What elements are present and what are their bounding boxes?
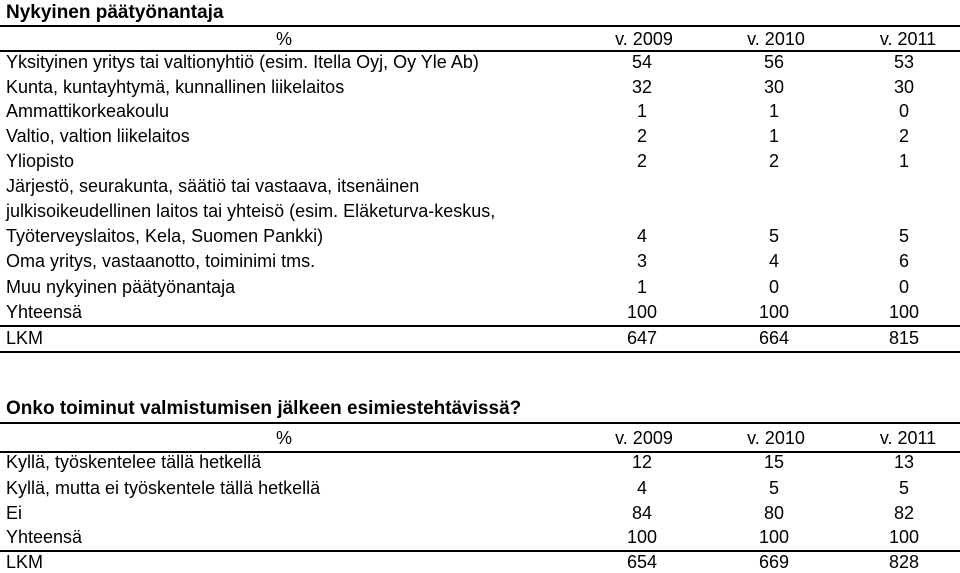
value-2010: 100 [758,527,790,547]
value-2011: 1 [898,151,909,171]
value-2010: 80 [763,503,785,523]
value-2009: 84 [631,503,653,523]
value-2010: 1 [768,126,779,146]
value-2010: 15 [763,452,785,472]
value-2011: 6 [898,251,909,271]
value-2010: 1 [768,101,779,121]
row-label: Valtio, valtion liikelaitos [6,126,190,146]
row-label: LKM [6,552,44,572]
row-label: Kyllä, mutta ei työskentele tällä hetkellä [6,478,321,498]
value-2011: 5 [898,478,909,498]
value-2009: 100 [626,302,658,322]
value-2009: 647 [626,328,658,348]
value-2009: 1 [636,101,647,121]
row-label: Ammattikorkeakoulu [6,101,170,121]
value-2011: 53 [893,52,915,72]
row-label: Järjestö, seurakunta, säätiö tai vastaava, itsenäinen [6,176,420,196]
year-2011-header: v. 2011 [879,428,937,448]
table2-title: Onko toiminut valmistumisen jälkeen esimiestehtävissä? [6,398,522,419]
value-2011: 5 [898,226,909,246]
row-label: Yhteensä [6,527,83,547]
percent-header: % [276,428,293,448]
value-2010: 5 [768,478,779,498]
year-2010-header: v. 2010 [747,29,805,49]
value-2011: 0 [898,101,909,121]
row-label: Ei [6,503,23,523]
value-2011: 0 [898,277,909,297]
table1-title: Nykyinen päätyönantaja [6,2,224,23]
row-label: Työterveyslaitos, Kela, Suomen Pankki) [6,226,324,246]
year-2009-header: v. 2009 [615,428,673,448]
row-label: Yksityinen yritys tai valtionyhtiö (esim. Itella Oyj, Oy Yle Ab) [6,52,479,72]
year-2009-header: v. 2009 [615,29,673,49]
row-label: Yliopisto [6,151,75,171]
year-2011-header: v. 2011 [879,29,937,49]
value-2011: 13 [893,452,915,472]
value-2010: 664 [758,328,790,348]
value-2009: 4 [636,478,647,498]
value-2010: 669 [758,552,790,572]
value-2011: 815 [888,328,920,348]
value-2009: 54 [631,52,653,72]
value-2010: 5 [768,226,779,246]
value-2011: 828 [888,552,920,572]
value-2010: 2 [768,151,779,171]
row-label: Oma yritys, vastaanotto, toiminimi tms. [6,251,316,271]
row-label: julkisoikeudellinen laitos tai yhteisö (esim. Eläketurva-keskus, [6,201,496,221]
table1-bottom-rule [0,351,960,353]
table1-total-rule [0,325,960,327]
value-2009: 100 [626,527,658,547]
value-2009: 3 [636,251,647,271]
value-2010: 0 [768,277,779,297]
value-2009: 32 [631,77,653,97]
value-2011: 100 [888,302,920,322]
value-2011: 82 [893,503,915,523]
value-2009: 2 [636,151,647,171]
year-2010-header: v. 2010 [747,428,805,448]
value-2010: 56 [763,52,785,72]
value-2009: 2 [636,126,647,146]
percent-header: % [276,29,293,49]
table1-top-rule [0,25,960,27]
value-2010: 4 [768,251,779,271]
row-label: LKM [6,328,44,348]
value-2011: 2 [898,126,909,146]
value-2009: 654 [626,552,658,572]
table2-top-rule [0,422,960,424]
row-label: Yhteensä [6,302,83,322]
value-2009: 12 [631,452,653,472]
row-label: Muu nykyinen päätyönantaja [6,277,236,297]
row-label: Kunta, kuntayhtymä, kunnallinen liikelaitos [6,77,345,97]
value-2011: 30 [893,77,915,97]
value-2010: 100 [758,302,790,322]
row-label: Kyllä, työskentelee tällä hetkellä [6,452,262,472]
value-2010: 30 [763,77,785,97]
value-2009: 4 [636,226,647,246]
value-2009: 1 [636,277,647,297]
value-2011: 100 [888,527,920,547]
